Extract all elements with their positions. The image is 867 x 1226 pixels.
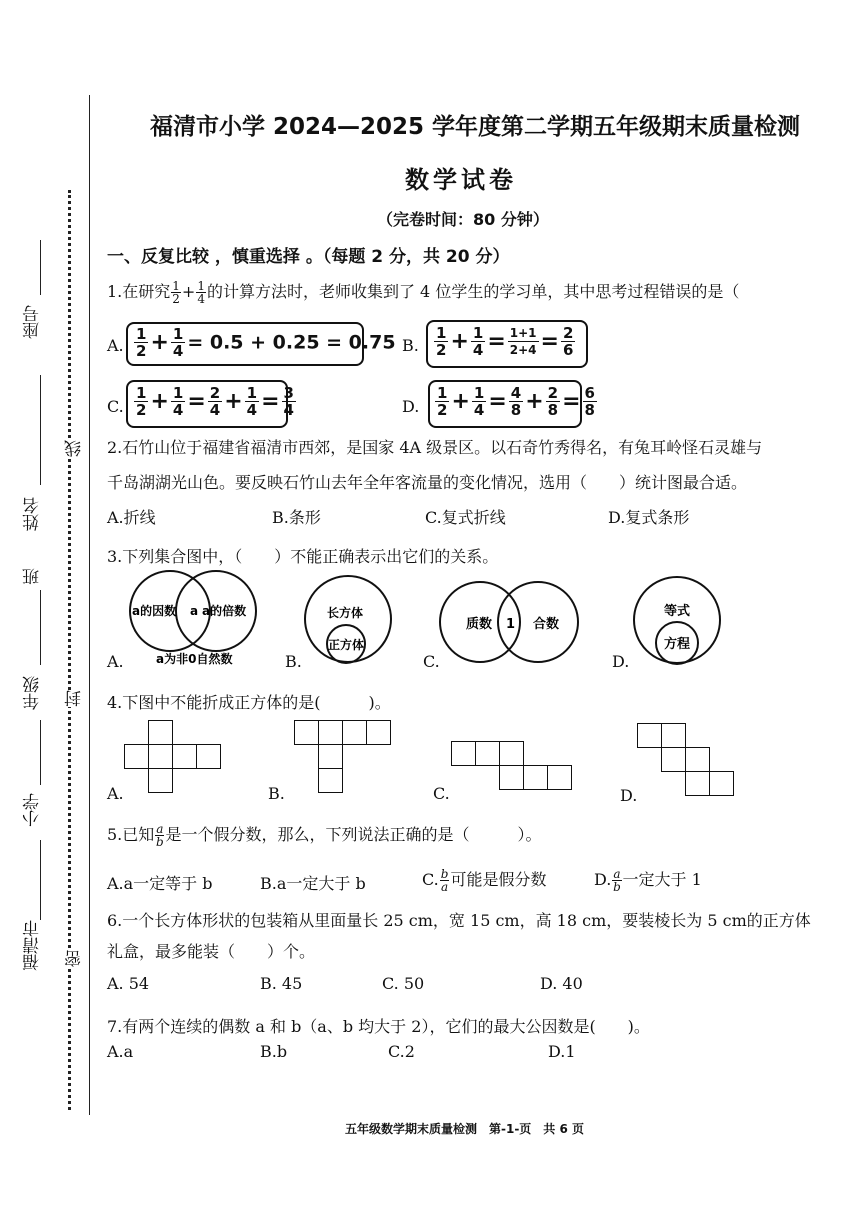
q4-option-a-net[interactable]: [124, 720, 224, 795]
page-footer: 五年级数学期末质量检测 第-1-页 共 6 页: [345, 1122, 585, 1136]
q3-option-a-label: A.: [107, 652, 124, 671]
q6-option-c[interactable]: C. 50: [382, 974, 425, 993]
question-2-line-2: 千岛湖湖光山色。要反映石竹山去年全年客流量的变化情况，选用（ ）统计图最合适。: [107, 473, 748, 492]
q3-option-a-venn[interactable]: [120, 568, 270, 668]
q7-option-d[interactable]: D.1: [548, 1042, 576, 1061]
q1-option-a-box[interactable]: $\frac{1}{2}$ + $\frac{1}{4}$ = 0.5 + 0.25 = 0.75: [126, 322, 364, 366]
question-3-stem: 3.下列集合图中，（ ）不能正确表示出它们的关系。: [107, 547, 499, 566]
school-blank: [40, 840, 41, 920]
q1-option-c-box[interactable]: $\frac{1}{2}$ + $\frac{1}{4}$ = $\frac{2}{4}$ + $\frac{1}{4}$ = $\frac{3}{4}$: [126, 380, 288, 428]
q3c-left-label: 质数: [466, 617, 493, 632]
q3b-outer-label: 长方体: [327, 606, 364, 620]
q5-option-d[interactable]: D. $\frac{a}{b}$ 一定大于 1: [594, 867, 702, 894]
question-6-line-2: 礼盒，最多能装（ ）个。: [107, 942, 316, 961]
question-7-stem: 7.有两个连续的偶数 a 和 b（a、b 均大于 2），它们的最大公因数是( )。: [107, 1017, 650, 1036]
q7-option-c[interactable]: C.2: [388, 1042, 415, 1061]
q3-option-b-label: B.: [285, 652, 302, 671]
exam-subtitle: 数学试卷: [405, 166, 517, 194]
q4-option-b-net[interactable]: [294, 720, 394, 795]
q2-option-a[interactable]: A.折线: [107, 508, 156, 527]
q1-frac-half: $\frac{1}{2}$: [172, 279, 180, 306]
q1-option-d-label: D.: [402, 397, 420, 416]
q3-option-c-venn[interactable]: [438, 578, 588, 668]
question-5-stem: 5.已知 $\frac{a}{b}$ 是一个假分数，那么，下列说法正确的是（ ）。: [107, 822, 542, 849]
q4-option-d-net[interactable]: [637, 723, 737, 803]
q3a-mid-label: a: [190, 604, 199, 618]
q3c-right-label: 合数: [533, 617, 560, 632]
q1-option-b-label: B.: [402, 336, 419, 355]
q2-option-b[interactable]: B.条形: [272, 508, 321, 527]
q3-option-b-venn[interactable]: [300, 575, 400, 675]
margin-vertical-rule: [89, 95, 90, 1115]
question-4-stem: 4.下图中不能折成正方体的是( )。: [107, 693, 391, 712]
city-label: 福清市: [23, 920, 43, 971]
question-2-line-1: 2.石竹山位于福建省福清市西郊，是国家 4A 级景区。以石奇竹秀得名，有兔耳岭怪石灵雄与: [107, 438, 763, 457]
q3a-right-label: a的倍数: [202, 604, 247, 618]
q1-option-b-box[interactable]: $\frac{1}{2}$ + $\frac{1}{4}$ = $\frac{1+1}{2+4}$ = $\frac{2}{6}$: [426, 320, 588, 368]
name-label: 姓名: [23, 497, 43, 531]
q3d-inner-label: 方程: [664, 637, 691, 652]
class-blank: [40, 590, 41, 665]
q3a-left-label: a的因数: [132, 604, 177, 618]
seat-number-blank: [40, 240, 41, 295]
q3a-note: a为非0自然数: [156, 652, 233, 666]
grade-blank: [40, 720, 41, 785]
school-label: 小学: [23, 793, 43, 827]
q3d-outer-label: 等式: [664, 604, 691, 619]
binding-mark-line: 线: [62, 440, 87, 457]
q3b-inner-label: 正方体: [328, 638, 365, 652]
q7-option-b[interactable]: B.b: [260, 1042, 288, 1061]
q2-option-d[interactable]: D.复式条形: [608, 508, 690, 527]
q2-option-c[interactable]: C.复式折线: [425, 508, 506, 527]
q7-option-a[interactable]: A.a: [107, 1042, 134, 1061]
exam-duration: （完卷时间：80 分钟）: [377, 210, 549, 229]
q4-option-c-label: C.: [433, 784, 450, 803]
q3-option-c-label: C.: [423, 652, 440, 671]
grade-label: 年级: [23, 676, 43, 710]
q6-option-a[interactable]: A. 54: [107, 974, 150, 993]
q1-stem-start: 1.在研究: [107, 282, 171, 301]
q1-stem-end: 的计算方法时，老师收集到了 4 位学生的学习单，其中思考过程错误的是（: [206, 282, 740, 301]
q1-option-d-box[interactable]: $\frac{1}{2}$ + $\frac{1}{4}$ = $\frac{4}{8}$ + $\frac{2}{8}$ = $\frac{6}{8}$: [428, 380, 582, 428]
q1-option-a-label: A.: [107, 336, 124, 355]
q6-option-d[interactable]: D. 40: [540, 974, 583, 993]
q5-option-a[interactable]: A.a一定等于 b: [107, 874, 213, 893]
q4-option-c-net[interactable]: [451, 741, 581, 796]
q5-option-b[interactable]: B.a一定大于 b: [260, 874, 366, 893]
q3-option-d-label: D.: [612, 652, 630, 671]
q5-option-c[interactable]: C. $\frac{b}{a}$ 可能是假分数: [422, 867, 547, 894]
q1-option-a-expr: = 0.5 + 0.25 = 0.75: [187, 331, 396, 354]
question-1-stem: 1.在研究 $\frac{1}{2}$ + $\frac{1}{4}$ 的计算方法时，老师收集到了 4 位学生的学习单，其中思考过程错误的是（: [107, 279, 740, 306]
q3-option-d-venn[interactable]: [630, 575, 730, 670]
q4-option-a-label: A.: [107, 784, 124, 803]
name-blank: [40, 375, 41, 485]
exam-title: 福清市小学 2024—2025 学年度第二学期五年级期末质量检测: [150, 114, 801, 140]
q6-option-b[interactable]: B. 45: [260, 974, 303, 993]
q1-option-c-label: C.: [107, 397, 124, 416]
seat-number-label: 座号: [23, 305, 43, 339]
section-heading: 一、反复比较 ，慎重选择 。（每题 2 分，共 20 分）: [107, 247, 510, 267]
q4-option-d-label: D.: [620, 786, 638, 805]
class-label: 班: [23, 568, 43, 585]
q4-option-b-label: B.: [268, 784, 285, 803]
q1-frac-quarter: $\frac{1}{4}$: [197, 279, 205, 306]
q3c-mid-label: 1: [506, 617, 516, 632]
binding-mark-seal: 封: [62, 690, 87, 707]
question-6-line-1: 6.一个长方体形状的包装箱从里面量长 25 cm，宽 15 cm，高 18 cm，要装棱长为 5 cm的正方体: [107, 911, 811, 930]
binding-dotted-line: [68, 190, 71, 1110]
binding-mark-secret: 密: [62, 950, 87, 967]
